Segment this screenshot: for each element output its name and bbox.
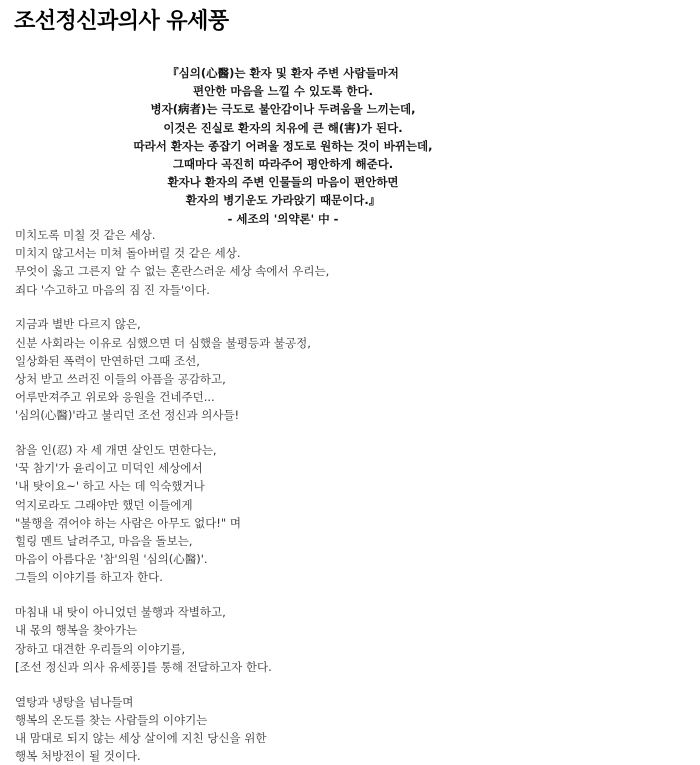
quote-line: 그때마다 곡진히 따라주어 평안하게 해준다. (0, 155, 566, 173)
paragraph-line: 열탕과 냉탕을 넘나들며 (15, 693, 329, 711)
paragraph-line: 참을 인(忍) 자 세 개면 살인도 면한다는, (15, 441, 329, 459)
synopsis-paragraph (15, 226, 329, 299)
paragraph-line: 행복 처방전이 될 것이다. (15, 747, 329, 765)
paragraph-line: 지금과 별반 다르지 않은, (15, 315, 329, 333)
paragraph-line: 내 몫의 행복을 찾아가는 (15, 621, 329, 639)
paragraph-line: 일상화된 폭력이 만연하던 그때 조선, (15, 352, 329, 370)
synopsis-paragraph (15, 441, 329, 587)
paragraph-line: '심의(心醫)'라고 불리던 조선 정신과 의사들! (15, 406, 329, 424)
paragraph-line: 내 맘대로 되지 않는 세상 살이에 지친 당신을 위한 (15, 729, 329, 747)
paragraph-line: [조선 정신과 의사 유세풍]를 통해 전달하고자 한다. (15, 658, 329, 676)
paragraph-line: 상처 받고 쓰러진 이들의 아픔을 공감하고, (15, 370, 329, 388)
paragraph-line: 미치도록 미칠 것 같은 세상. (15, 226, 329, 244)
paragraph-line: 장하고 대견한 우리들의 이야기를, (15, 640, 329, 658)
synopsis-paragraph (15, 603, 329, 676)
paragraph-line: 죄다 '수고하고 마음의 짐 진 자들'이다. (15, 281, 329, 299)
paragraph-line: 행복의 온도를 찾는 사람들의 이야기는 (15, 711, 329, 729)
paragraph-line: 신분 사회라는 이유로 심했으면 더 심했을 불평등과 불공정, (15, 334, 329, 352)
page-title: 조선정신과의사 유세풍 (14, 4, 229, 35)
quote-line: 병자(病者)는 극도로 불안감이나 두려움을 느끼는데, (0, 100, 566, 118)
quote-line: 이것은 진실로 환자의 치유에 큰 해(害)가 된다. (0, 119, 566, 137)
paragraph-line: '내 탓이요~' 하고 사는 데 익숙했거나 (15, 477, 329, 495)
paragraph-line: '꾹 참기'가 윤리이고 미덕인 세상에서 (15, 459, 329, 477)
paragraph-line: 억지로라도 그래야만 했던 이들에게 (15, 496, 329, 514)
quote-source: - 세조의 '의약론' 中 - (0, 210, 566, 228)
quote-line: 따라서 환자는 종잡기 어려울 정도로 원하는 것이 바뀌는데, (0, 137, 566, 155)
paragraph-gap (15, 424, 329, 441)
quote-block (0, 64, 566, 228)
paragraph-line: 마음이 아름다운 '참'의원 '심의(心醫)'. (15, 550, 329, 568)
paragraph-line: 어루만져주고 위로와 응원을 건네주던... (15, 388, 329, 406)
synopsis-body (15, 226, 329, 765)
quote-line: 환자나 환자의 주변 인물들의 마음이 편안하면 (0, 173, 566, 191)
paragraph-gap (15, 587, 329, 604)
paragraph-line: 무엇이 옳고 그른지 알 수 없는 혼란스러운 세상 속에서 우리는, (15, 262, 329, 280)
synopsis-paragraph (15, 315, 329, 424)
quote-line: 『심의(心醫)는 환자 및 환자 주변 사람들마저 (0, 64, 566, 82)
paragraph-line: 마침내 내 탓이 아니었던 불행과 작별하고, (15, 603, 329, 621)
paragraph-gap (15, 299, 329, 316)
paragraph-gap (15, 676, 329, 693)
quote-line: 편안한 마음을 느낄 수 있도록 한다. (0, 82, 566, 100)
paragraph-line: 미치지 않고서는 미쳐 돌아버릴 것 같은 세상. (15, 244, 329, 262)
paragraph-line: 그들의 이야기를 하고자 한다. (15, 568, 329, 586)
synopsis-paragraph (15, 693, 329, 765)
paragraph-line: "불행을 겪어야 하는 사람은 아무도 없다!" 며 (15, 514, 329, 532)
quote-line: 환자의 병기운도 가라앉기 때문이다.』 (0, 191, 566, 209)
paragraph-line: 힐링 멘트 날려주고, 마음을 돌보는, (15, 532, 329, 550)
